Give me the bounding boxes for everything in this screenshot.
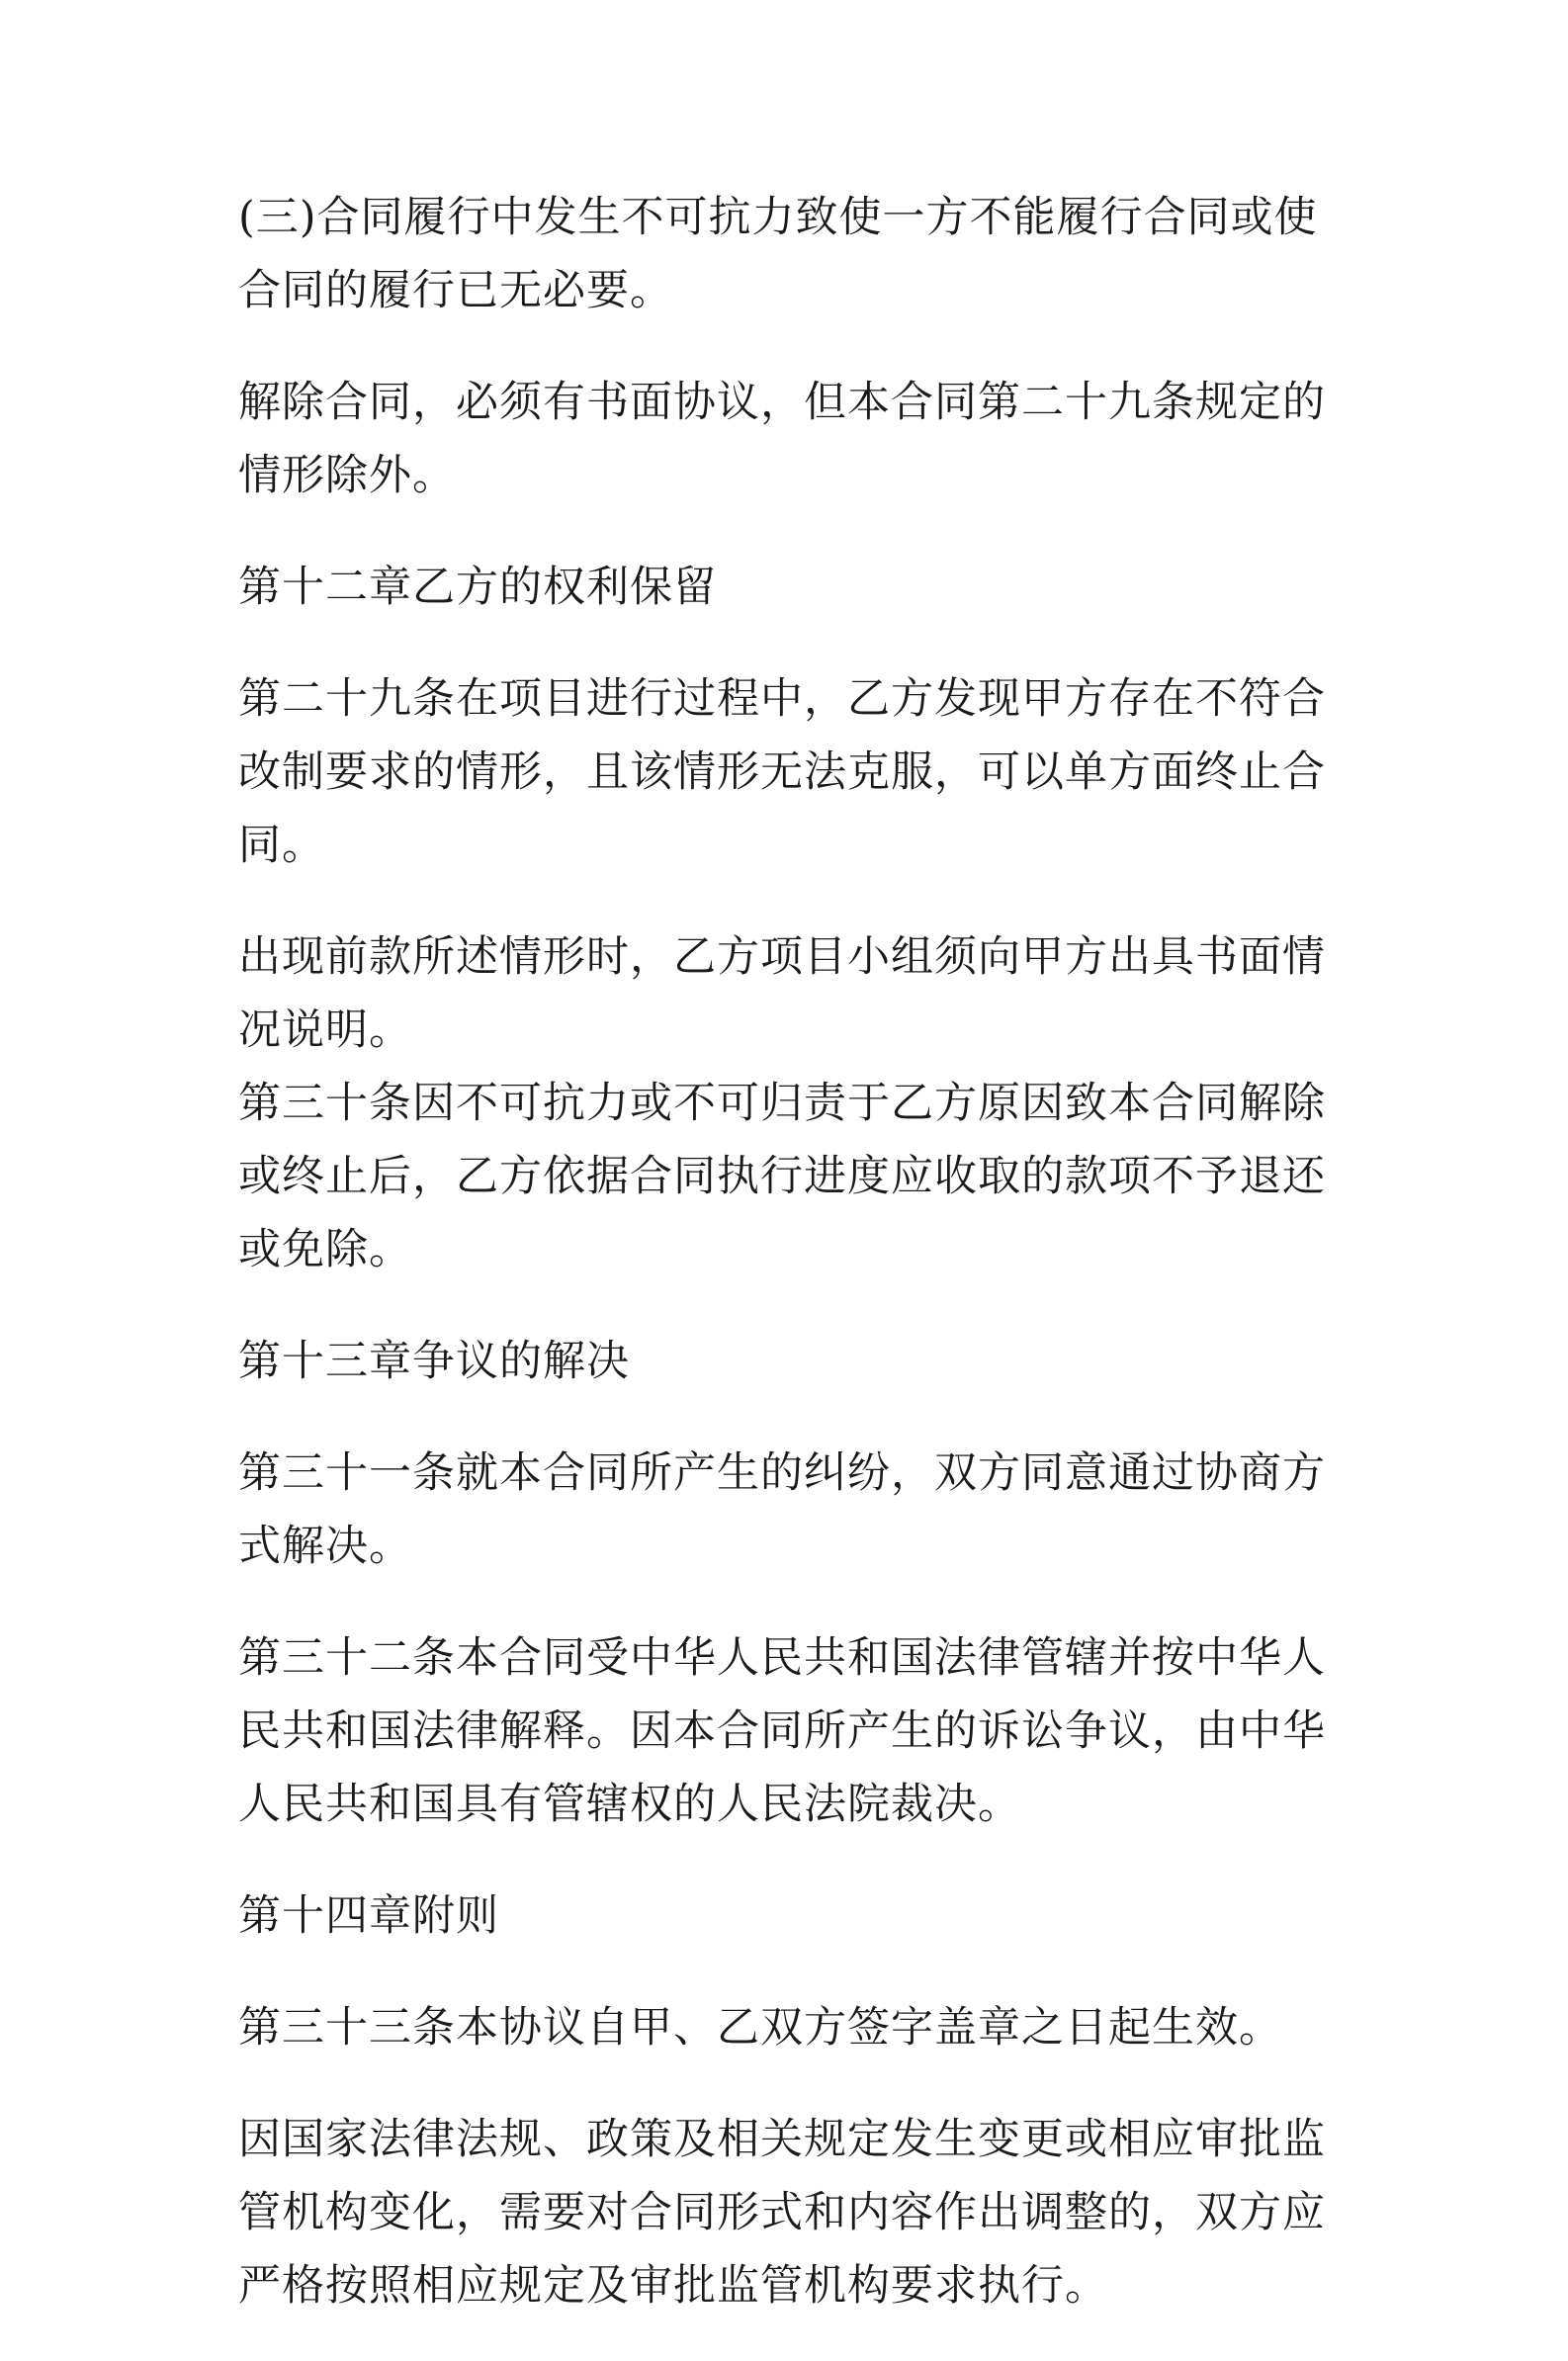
paragraph-termination-written: 解除合同，必须有书面协议，但本合同第二十九条规定的情形除外。 [238, 378, 1326, 500]
chapter-heading-12: 第十二章乙方的权利保留 [238, 563, 717, 612]
paragraph-force-majeure: (三)合同履行中发生不可抗力致使一方不能履行合同或使合同的履行已无必要。 [238, 193, 1318, 315]
article-29: 第二十九条在项目进行过程中，乙方发现甲方存在不符合改制要求的情形，且该情形无法克服，可以单方面终止合同。 [238, 674, 1326, 870]
article-33: 第三十三条本协议自甲、乙双方签字盖章之日起生效。 [238, 2003, 1282, 2053]
paragraph-written-explanation: 出现前款所述情形时，乙方项目小组须向甲方出具书面情况说明。 [238, 932, 1326, 1055]
article-30: 第三十条因不可抗力或不可归责于乙方原因致本合同解除或终止后，乙方依据合同执行进度应收取的款项不予退还或免除。 [238, 1079, 1326, 1274]
chapter-heading-14: 第十四章附则 [238, 1891, 499, 1941]
paragraph-regulatory-change: 因国家法律法规、政策及相关规定发生变更或相应审批监管机构变化，需要对合同形式和内容作出调整的，双方应严格按照相应规定及审批监管机构要求执行。 [238, 2115, 1326, 2311]
article-32: 第三十二条本合同受中华人民共和国法律管辖并按中华人民共和国法律解释。因本合同所产生的诉讼争议，由中华人民共和国具有管辖权的人民法院裁决。 [238, 1633, 1326, 1829]
article-31: 第三十一条就本合同所产生的纠纷，双方同意通过协商方式解决。 [238, 1448, 1326, 1571]
document-body [238, 181, 1326, 2361]
chapter-heading-13: 第十三章争议的解决 [238, 1337, 630, 1386]
